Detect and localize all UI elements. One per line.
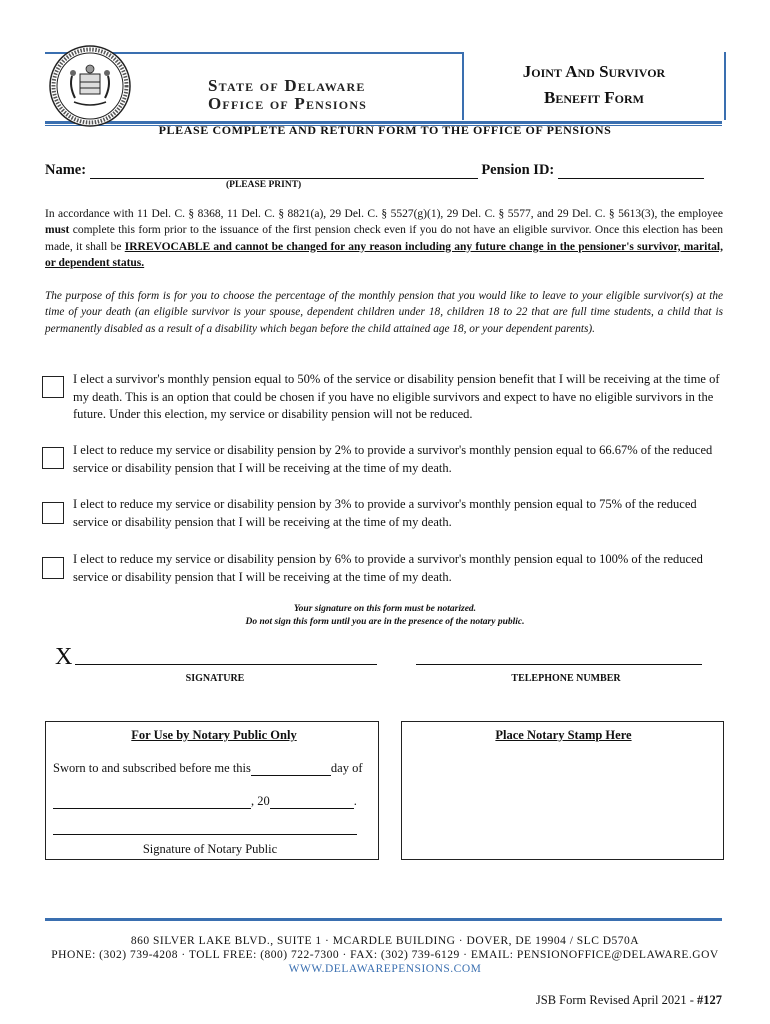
telephone-line[interactable] [416, 664, 702, 665]
telephone-label: TELEPHONE NUMBER [511, 673, 621, 684]
return-instruction: PLEASE COMPLETE AND RETURN FORM TO THE OFFICE OF PENSIONS [158, 123, 612, 137]
footer-website-link[interactable]: WWW.DELAWAREPENSIONS.COM [288, 963, 482, 975]
year-prefix: , 20 [251, 794, 270, 808]
sworn-suffix: day of [330, 761, 363, 775]
pension-id-input-line[interactable] [558, 164, 704, 179]
office-title: Office of Pensions [208, 94, 368, 113]
name-input-line[interactable] [90, 164, 478, 179]
delaware-state-seal-icon [48, 44, 132, 128]
footer-address: 860 SILVER LAKE BLVD., SUITE 1 · MCARDLE BUILDING · DOVER, DE 19904 / SLC D570A [130, 935, 640, 947]
notary-presence-notice: Do not sign this form until you are in the presence of the notary public. [245, 617, 525, 627]
sworn-date-line [53, 794, 357, 809]
sworn-year-input[interactable] [270, 796, 354, 809]
sworn-line [53, 761, 362, 776]
option-50-checkbox[interactable] [42, 376, 64, 398]
option-66-text: I elect to reduce my service or disability pension by 2% to provide a survivor's monthly pension equal to 66.67% of the reduced service or disability pension that I will be receiving at the time of my death. [73, 443, 713, 475]
name-label: Name: [45, 162, 87, 178]
sworn-day-input[interactable] [251, 763, 331, 776]
notary-signature-label: Signature of Notary Public [142, 842, 278, 856]
form-title-line2: Benefit Form [544, 88, 644, 107]
option-50-text: I elect a survivor's monthly pension equal to 50% of the service or disability pension benefit that I will be receiving at the time of my death. This is an option that could be chosen if you have no eligible survivors and expect to have no eligible survivors in the future. Under this election, my service or disability pension will not be reduced. [73, 372, 720, 421]
name-row [45, 162, 704, 179]
sworn-month-input[interactable] [53, 796, 251, 809]
option-100-checkbox[interactable] [42, 557, 64, 579]
notarized-notice: Your signature on this form must be notarized. [293, 604, 477, 614]
year-suffix: . [353, 794, 357, 808]
pension-id-label: Pension ID: [481, 162, 555, 178]
legal-paragraph [45, 206, 723, 271]
signature-label: SIGNATURE [185, 673, 245, 684]
notary-signature-line[interactable] [53, 834, 357, 835]
legal-text-part1: In accordance with 11 Del. C. § 8368, 11 Del. C. § 8821(a), 29 Del. C. § 5527(g)(1), 29 Del. C. § 5577, and 29 Del. C. § 5613(3), the employee [45, 208, 723, 220]
form-revision [470, 993, 722, 1008]
legal-text-part2: complete this form prior to the issuance of the first pension check even if you do not have an eligible survivor. Once this election has been made, it shall be [45, 224, 723, 253]
must-emphasis: must [45, 224, 70, 237]
sworn-prefix: Sworn to and subscribed before me this [53, 761, 251, 775]
notary-use-heading: For Use by Notary Public Only [131, 728, 297, 742]
signature-x-mark: X [55, 644, 73, 670]
option-75-checkbox[interactable] [42, 502, 64, 524]
notary-stamp-heading: Place Notary Stamp Here [495, 728, 632, 742]
option-100-text: I elect to reduce my service or disability pension by 6% to provide a survivor's monthly pension equal to 100% of the reduced service or disability pension that I will be receiving at the time of my death. [73, 552, 703, 584]
signature-line[interactable] [75, 664, 377, 665]
footer-contact: PHONE: (302) 739-4208 · TOLL FREE: (800) 722-7300 · FAX: (302) 739-6129 · EMAIL: PENSIONOFFICE@DELAWARE.GOV [51, 949, 719, 961]
option-66-checkbox[interactable] [42, 447, 64, 469]
form-number: #127 [697, 993, 722, 1007]
option-75-text: I elect to reduce my service or disability pension by 3% to provide a survivor's monthly pension equal to 75% of the reduced service or disability pension that I will be receiving at the time of my death. [73, 497, 697, 529]
footer-rule [45, 918, 722, 921]
state-title: State of Delaware [208, 76, 366, 95]
purpose-paragraph: The purpose of this form is for you to choose the percentage of the monthly pension that you would like to leave to your eligible survivor(s) at the time of your death (an eligible survivor is your spouse, dependent children under 18, children 18 to 22 that are full time students, a child that is permanently disabled as a result of a disability which began before the child attained age 18, or your dependent parents). [45, 290, 723, 335]
irrevocable-emphasis: IRREVOCABLE and cannot be changed for any reason including any future change in the pensioner's survivor, marital, or dependent status. [45, 240, 723, 269]
form-title-line1: Joint And Survivor [522, 62, 666, 81]
please-print-note: (PLEASE PRINT) [226, 180, 302, 190]
revision-text: JSB Form Revised April 2021 - [535, 993, 697, 1007]
